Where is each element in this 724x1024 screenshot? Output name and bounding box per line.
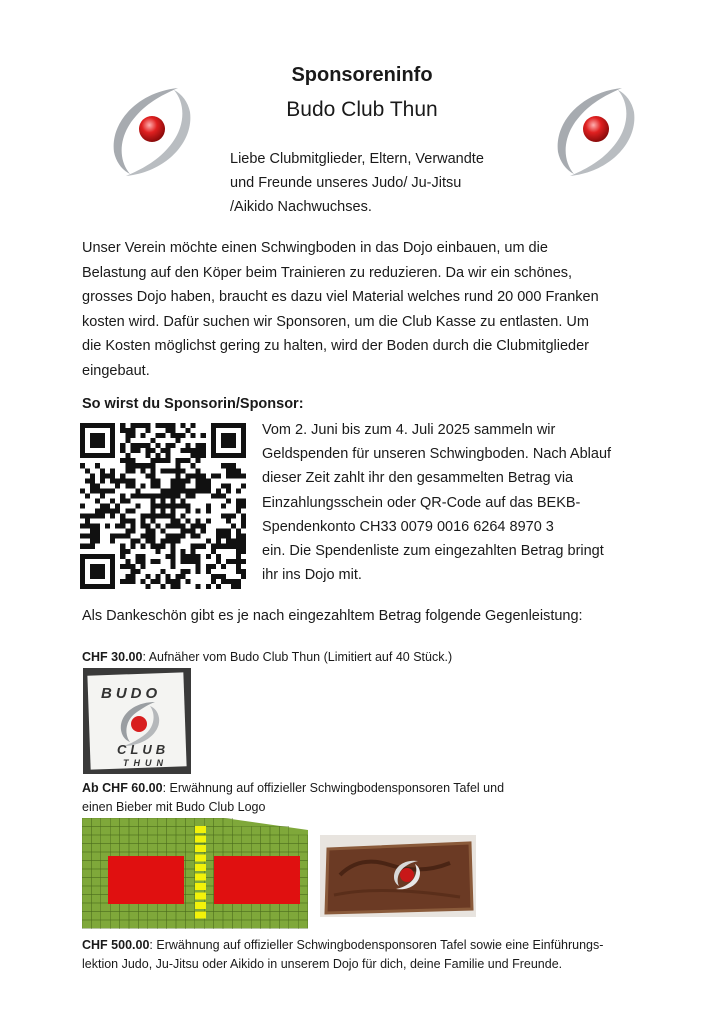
- intro-line: grosses Dojo haben, braucht es dazu viel Material welches rund 20 000 Franken: [82, 289, 599, 305]
- intro-line: Unser Verein möchte einen Schwingboden in das Dojo einbauen, um die: [82, 240, 548, 256]
- tier-amount: CHF 30.00: [82, 650, 143, 664]
- greeting-line: /Aikido Nachwuchses.: [230, 199, 372, 215]
- tier-description: : Erwähnung auf offizieller Schwingbodensponsoren Tafel sowie eine Einführungs-: [149, 938, 604, 952]
- how-to-text: [262, 418, 642, 587]
- intro-line: eingebaut.: [82, 362, 150, 379]
- how-to-line: ihr ins Dojo mit.: [262, 567, 362, 584]
- club-patch-image: [83, 668, 191, 774]
- how-to-line: Vom 2. Juni bis zum 4. Juli 2025 sammeln wir: [262, 422, 556, 438]
- page-subtitle: Budo Club Thun: [286, 98, 438, 121]
- tier-amount: CHF 500.00: [82, 938, 150, 952]
- greeting-line: Liebe Clubmitglieder, Eltern, Verwandte: [230, 151, 484, 167]
- greeting-line: und Freunde unseres Judo/ Ju-Jitsu: [230, 175, 462, 191]
- floor-plan-image: [82, 818, 308, 932]
- how-to-line: dieser Zeit zahlt ihr den gesammelten Betrag via: [262, 470, 574, 487]
- intro-line: die Kosten möglichst gering zu halten, wird der Boden durch die Clubmitglieder: [82, 338, 589, 354]
- tier-description: : Erwähnung auf offizieller Schwingbodensponsoren Tafel und: [162, 781, 505, 795]
- tier-description: lektion Judo, Ju-Jitsu oder Aikido in unserem Dojo für dich, deine Familie und Freunde.: [82, 957, 563, 971]
- how-to-line: Spendenkonto CH33 0079 0016 6264 8970 3: [262, 518, 554, 535]
- page-title: Sponsoreninfo: [291, 64, 433, 86]
- tier-description: einen Bieber mit Budo Club Logo: [82, 800, 266, 814]
- how-to-heading: So wirst du Sponsorin/Sponsor:: [82, 396, 304, 412]
- tier-description: : Aufnäher vom Budo Club Thun (Limitiert auf 40 Stück.): [142, 650, 453, 664]
- budo-swirl-logo-right: [552, 82, 640, 182]
- tier-amount: Ab CHF 60.00: [82, 781, 163, 795]
- how-to-line: Einzahlungsschein oder QR-Code auf das BEKB-: [262, 494, 581, 511]
- patch-top-word: BUDO: [101, 685, 162, 702]
- thanks-text: Als Dankeschön gibt es je nach eingezahltem Betrag folgende Gegenleistung:: [82, 608, 583, 624]
- tier-60: [82, 779, 602, 817]
- budo-swirl-logo-left: [108, 82, 196, 182]
- intro-line: Belastung auf den Köper beim Trainieren zu reduzieren. Da wir ein schönes,: [82, 264, 573, 281]
- payment-qr-code[interactable]: [80, 420, 246, 592]
- how-to-line: Geldspenden für unseren Schwingboden. Nach Ablauf: [262, 446, 612, 463]
- intro-paragraph: [82, 236, 642, 383]
- greeting-text: [230, 147, 530, 219]
- tier-500: [82, 936, 672, 974]
- patch-bottom-word: THUN: [123, 758, 168, 768]
- how-to-line: ein. Die Spendenliste zum eingezahlten Betrag bringt: [262, 543, 604, 560]
- patch-mid-word: CLUB: [117, 742, 170, 757]
- intro-line: kosten wird. Dafür suchen wir Sponsoren, um die Club Kasse zu entlasten. Um: [82, 313, 589, 330]
- cake-image: [320, 835, 476, 917]
- tier-30: [82, 648, 682, 667]
